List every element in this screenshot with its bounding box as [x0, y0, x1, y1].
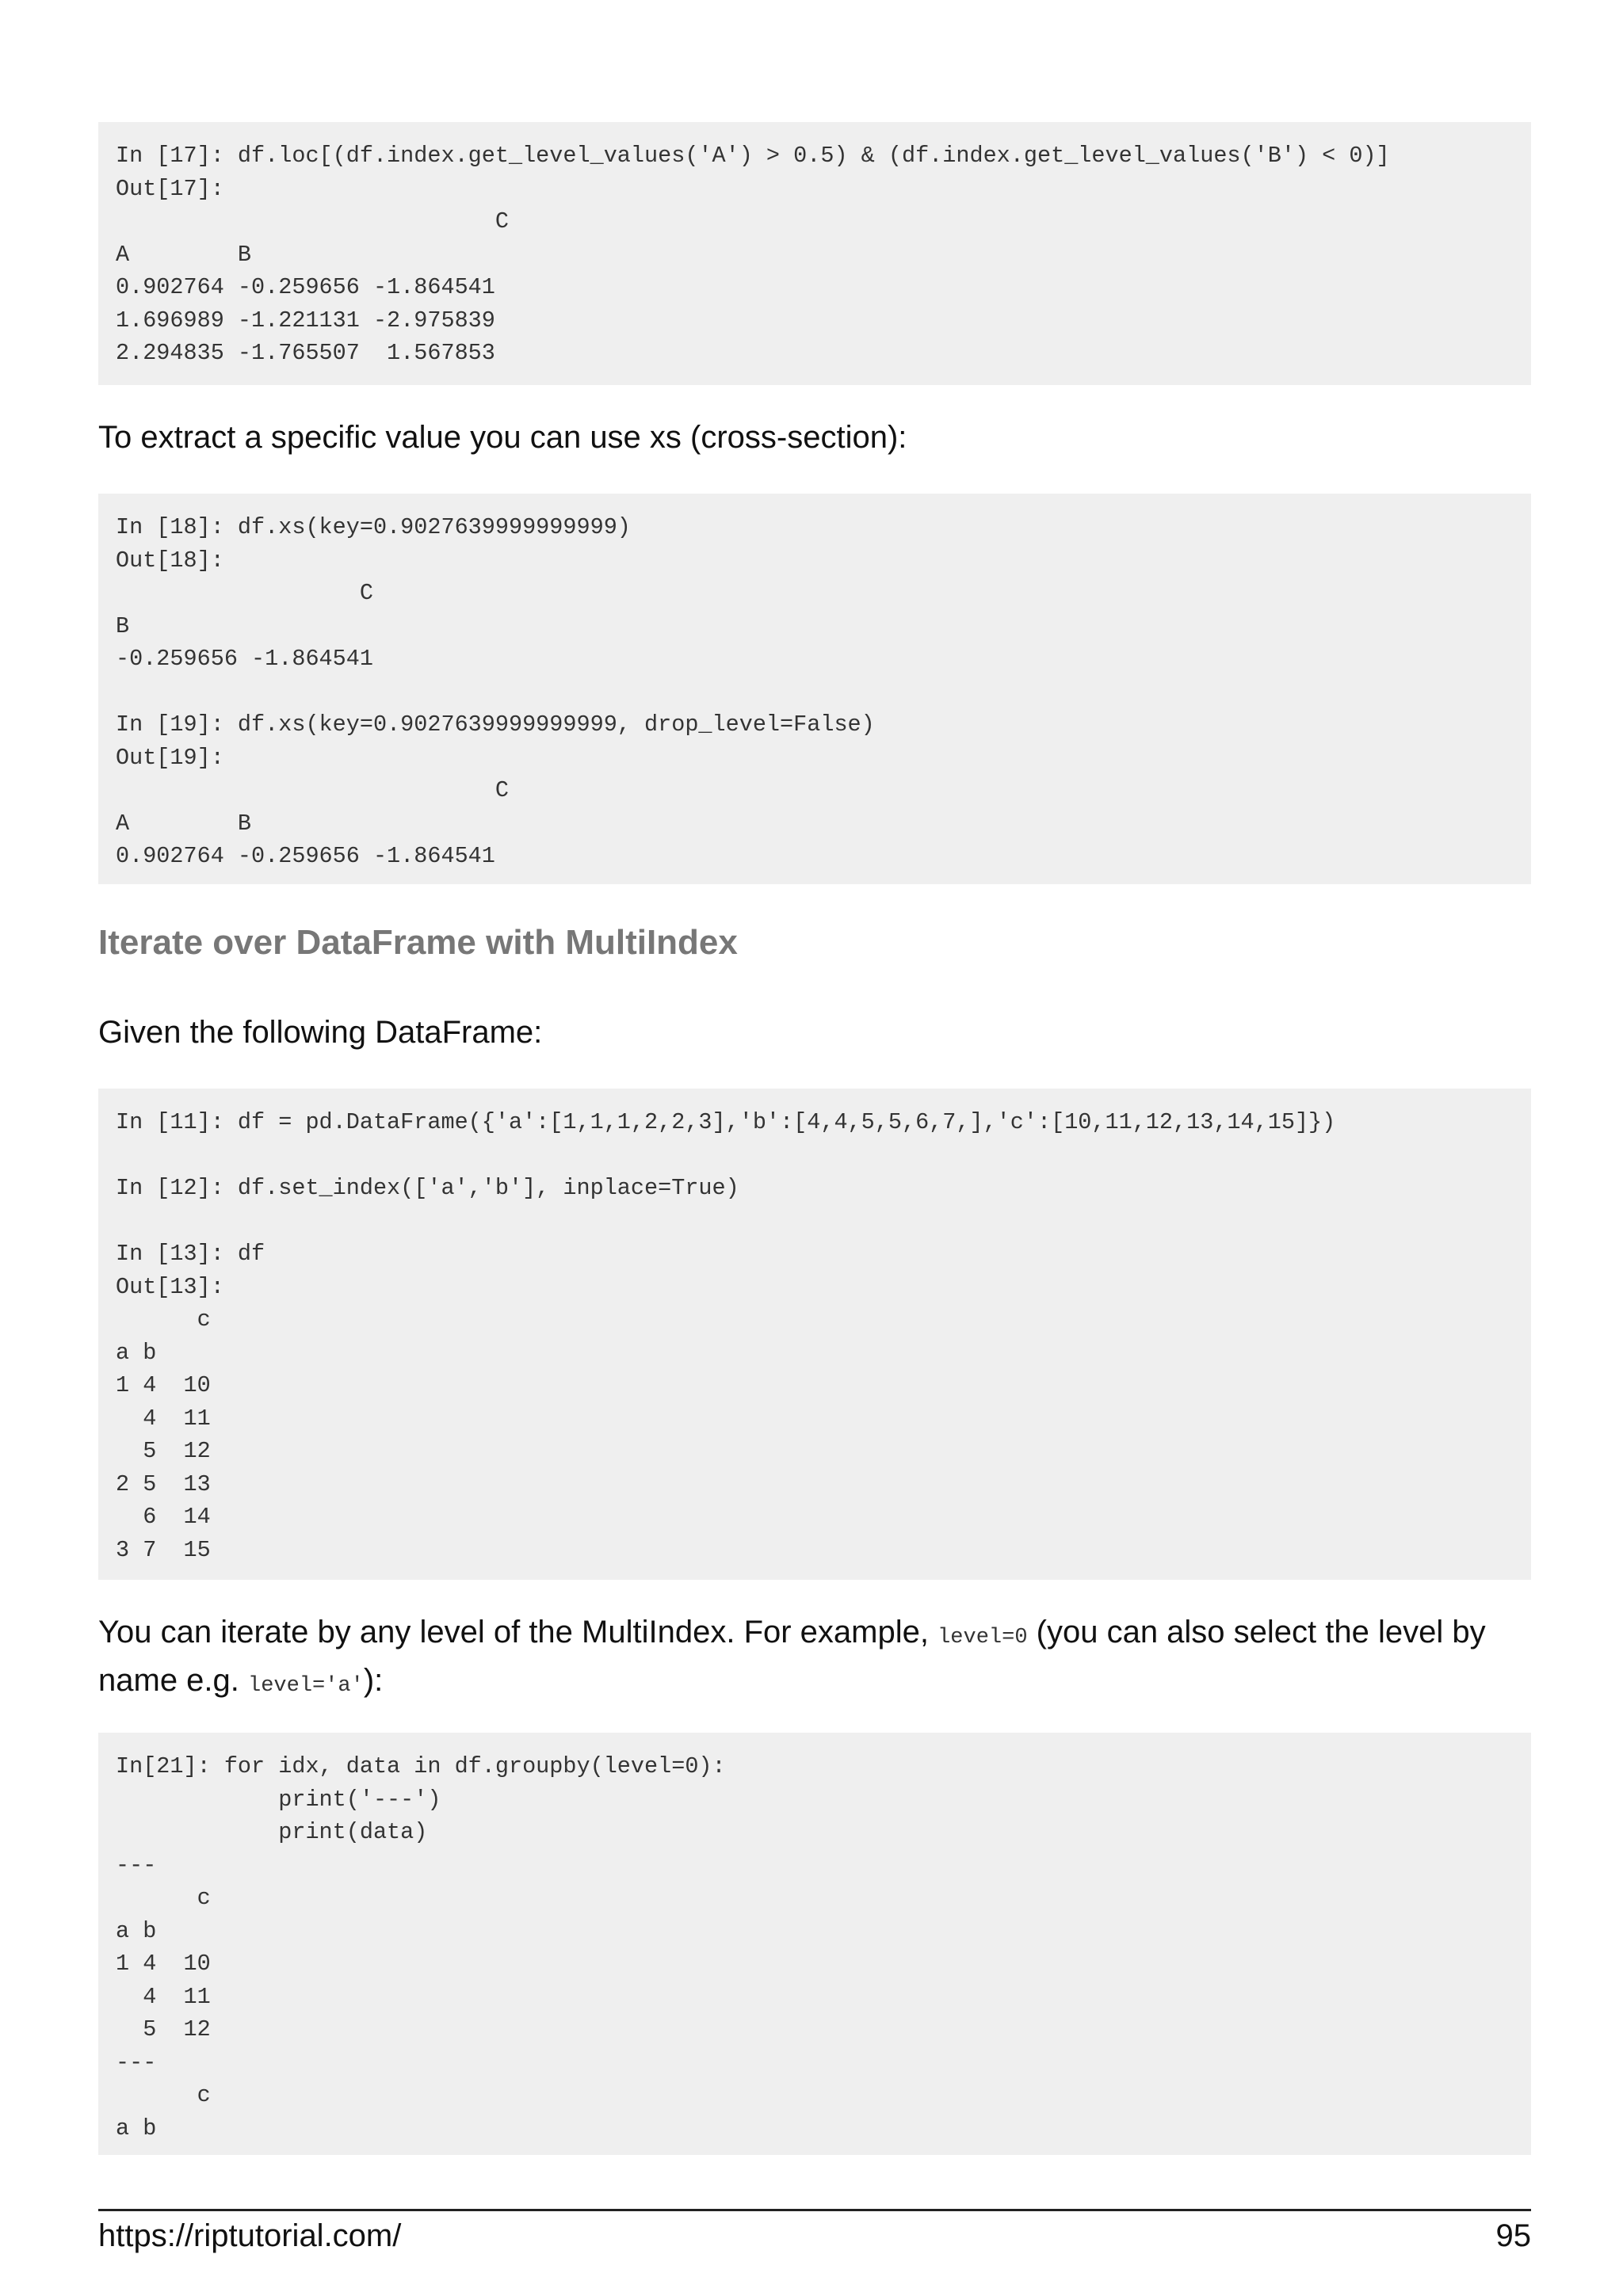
iterate-paragraph: [98, 1611, 1531, 1707]
given-dataframe-paragraph: Given the following DataFrame:: [98, 1015, 543, 1050]
code-block-xs: In [18]: df.xs(key=0.9027639999999999) Out[18]: C B -0.259656 -1.864541 In [19]: df.xs(key=0.9027639999999999, drop_level=False) Out[19]: C A B 0.902764 -0.259656 -1.864541: [98, 494, 1531, 884]
page-number: 95: [1495, 2218, 1531, 2253]
iterate-text-1: You can iterate by any level of the MultiIndex. For example,: [98, 1615, 938, 1650]
inline-code-level-a: level='a': [248, 1674, 364, 1698]
xs-intro-paragraph: To extract a specific value you can use xs (cross-section):: [98, 420, 907, 455]
iterate-text-2: (you can also select the level by name e.g.: [98, 1615, 1486, 1698]
code-block-groupby: In[21]: for idx, data in df.groupby(level=0): print('---') print(data) --- c a b 1 4 10 4 11 5 12 --- c a b: [98, 1733, 1531, 2155]
code-block-loc-filter: In [17]: df.loc[(df.index.get_level_values('A') > 0.5) & (df.index.get_level_values('B') < 0)] Out[17]: C A B 0.902764 -0.259656 -1.864541 1.696989 -1.221131 -2.975839 2.294835 -1.765507 1.567853: [98, 122, 1531, 385]
code-block-dataframe: In [11]: df = pd.DataFrame({'a':[1,1,1,2,2,3],'b':[4,4,5,5,6,7,],'c':[10,11,12,13,14,15]}) In [12]: df.set_index(['a','b'], inplace=True) In [13]: df Out[13]: c a b 1 4 10 4 11 5 12 2 5 13 6 14 3 7 15: [98, 1089, 1531, 1580]
footer-url: https://riptutorial.com/: [98, 2218, 402, 2253]
footer-divider: [98, 2209, 1531, 2211]
iterate-text-3: ):: [363, 1663, 384, 1698]
section-heading: Iterate over DataFrame with MultiIndex: [98, 923, 738, 962]
inline-code-level-0: level=0: [938, 1626, 1028, 1650]
